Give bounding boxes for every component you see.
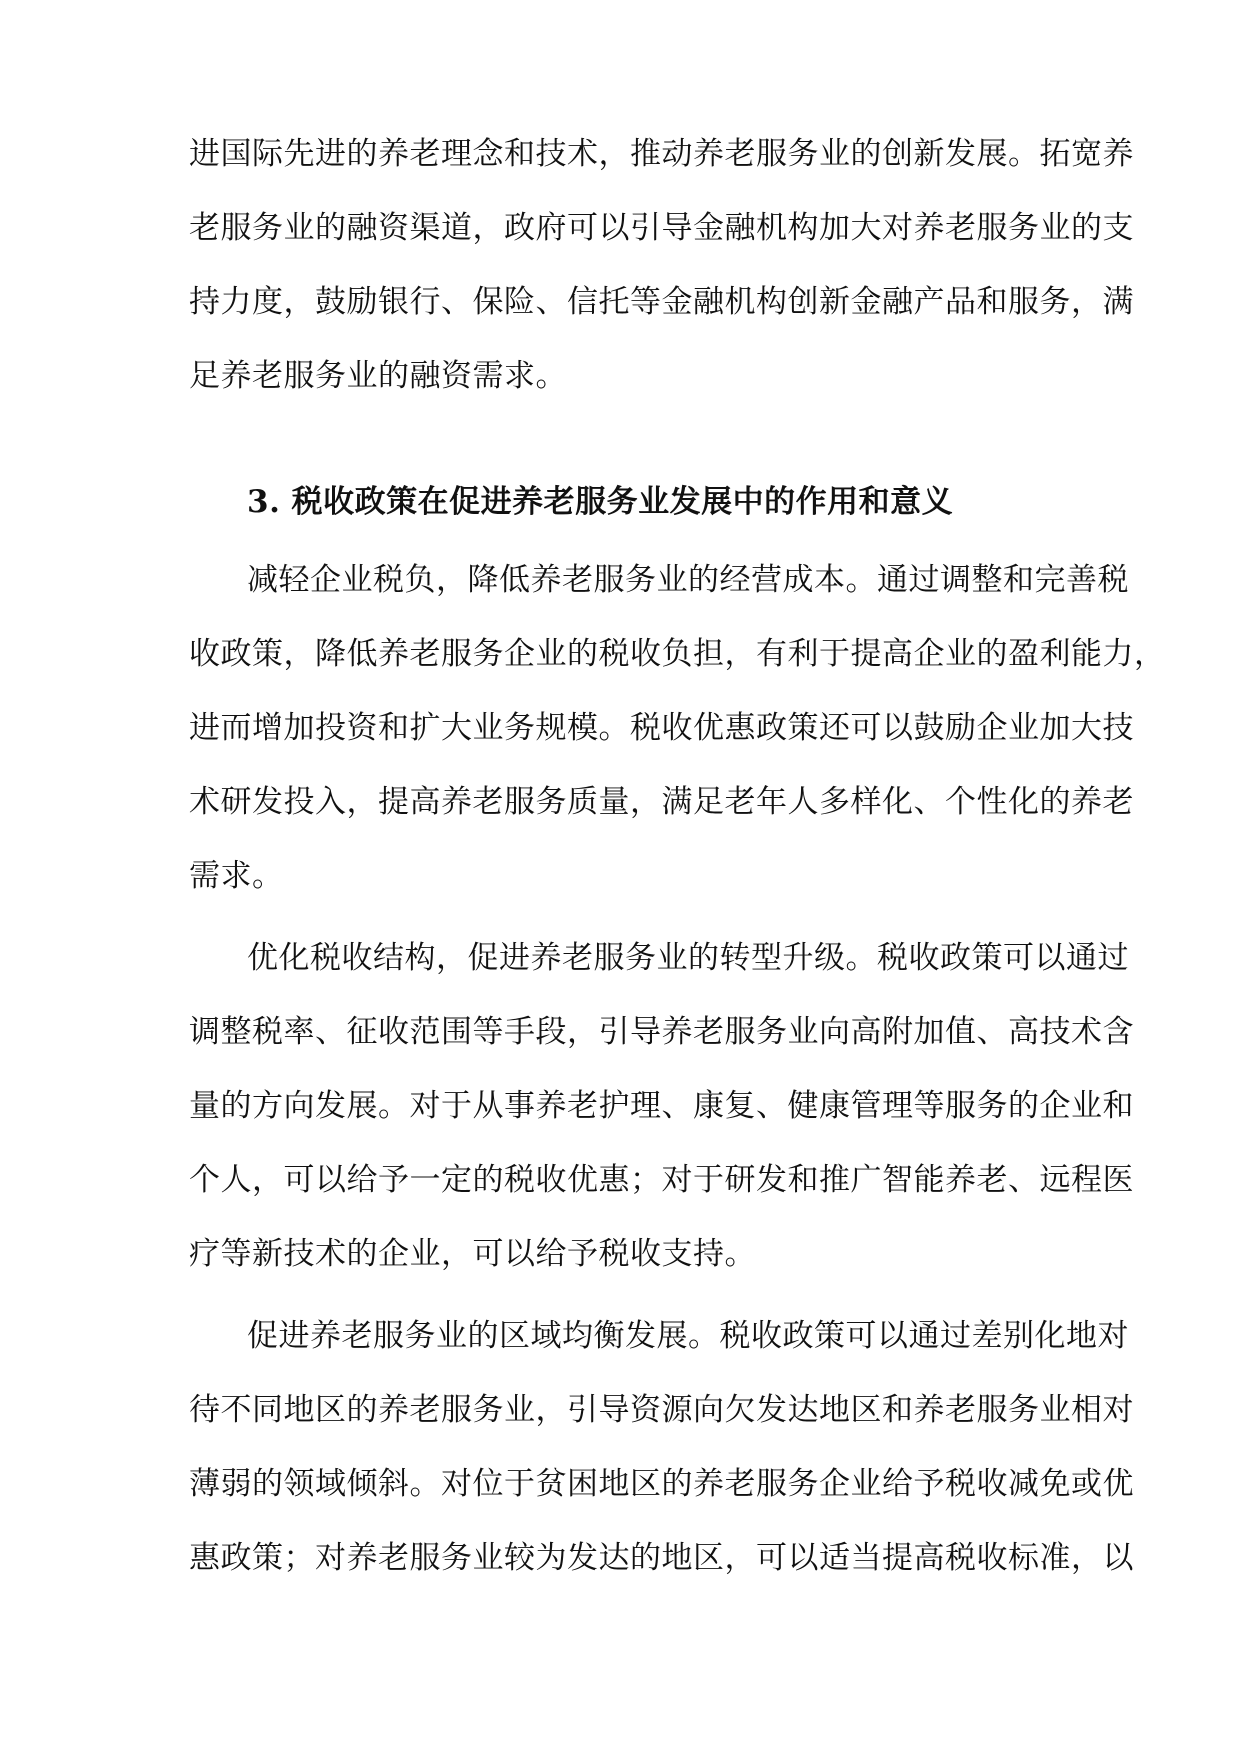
paragraph-1-line-4: 足养老服务业的融资需求。 — [189, 358, 567, 394]
section-heading: 3. 税收政策在促进养老服务业发展中的作用和意义 — [247, 484, 954, 520]
paragraph-2-line-5: 需求。 — [189, 858, 284, 894]
paragraph-2-line-4: 术研发投入，提高养老服务质量，满足老年人多样化、个性化的养老 — [189, 784, 1134, 820]
paragraph-4-line-2: 待不同地区的养老服务业，引导资源向欠发达地区和养老服务业相对 — [189, 1392, 1134, 1428]
paragraph-3-line-2: 调整税率、征收范围等手段，引导养老服务业向高附加值、高技术含 — [189, 1014, 1134, 1050]
paragraph-3-line-4: 个人，可以给予一定的税收优惠；对于研发和推广智能养老、远程医 — [189, 1162, 1134, 1198]
paragraph-4-line-4: 惠政策；对养老服务业较为发达的地区，可以适当提高税收标准，以 — [189, 1540, 1134, 1576]
paragraph-2-line-2: 收政策，降低养老服务企业的税收负担，有利于提高企业的盈利能力， — [189, 636, 1166, 672]
paragraph-3-line-1: 优化税收结构，促进养老服务业的转型升级。税收政策可以通过 — [247, 940, 1129, 976]
paragraph-4-line-3: 薄弱的领域倾斜。对位于贫困地区的养老服务企业给予税收减免或优 — [189, 1466, 1134, 1502]
paragraph-2-line-1: 减轻企业税负，降低养老服务业的经营成本。通过调整和完善税 — [247, 562, 1129, 598]
paragraph-1-line-3: 持力度，鼓励银行、保险、信托等金融机构创新金融产品和服务，满 — [189, 284, 1134, 320]
paragraph-1-line-2: 老服务业的融资渠道，政府可以引导金融机构加大对养老服务业的支 — [189, 210, 1134, 246]
paragraph-3-line-3: 量的方向发展。对于从事养老护理、康复、健康管理等服务的企业和 — [189, 1088, 1134, 1124]
paragraph-1-line-1: 进国际先进的养老理念和技术，推动养老服务业的创新发展。拓宽养 — [189, 136, 1134, 172]
paragraph-3-line-5: 疗等新技术的企业，可以给予税收支持。 — [189, 1236, 756, 1272]
paragraph-2-line-3: 进而增加投资和扩大业务规模。税收优惠政策还可以鼓励企业加大技 — [189, 710, 1134, 746]
paragraph-4-line-1: 促进养老服务业的区域均衡发展。税收政策可以通过差别化地对 — [247, 1318, 1129, 1354]
